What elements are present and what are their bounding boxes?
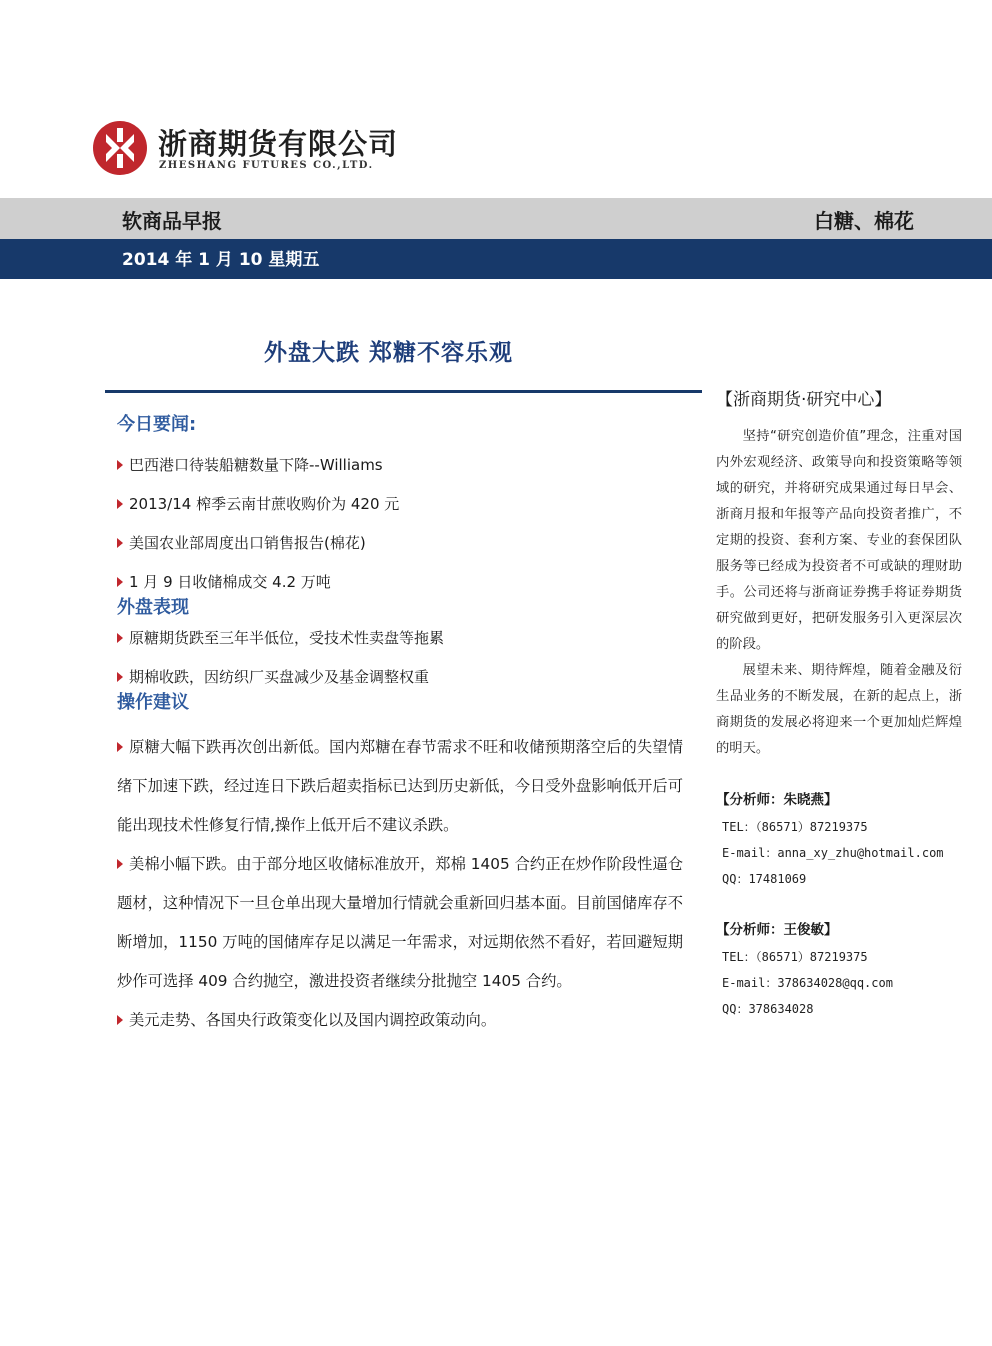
- news-item: 巴西港口待装船糖数量下降--Williams: [117, 454, 683, 476]
- sidebar: [716, 385, 962, 1022]
- headline-divider: [105, 390, 702, 393]
- analyst-card: [716, 788, 962, 892]
- external-item: 原糖期货跌至三年半低位，受技术性卖盘等拖累: [117, 627, 683, 649]
- advice-paragraph: 原糖大幅下跌再次创出新低。国内郑糖在春节需求不旺和收储预期落空后的失望情绪下加速下跌，经过连日下跌后超卖指标已达到历史新低，今日受外盘影响低开后可能出现技术性修复行情,操作上低开后不建议杀跌。: [117, 738, 683, 834]
- analyst-email[interactable]: E-mail：anna_xy_zhu@hotmail.com: [722, 846, 944, 860]
- external-section-title: 外盘表现: [117, 597, 189, 618]
- news-item: 1 月 9 日收储棉成交 4.2 万吨: [117, 571, 683, 593]
- analyst-card: [716, 918, 962, 1022]
- advice-paragraph: 美元走势、各国央行政策变化以及国内调控政策动向。: [117, 1001, 683, 1040]
- analyst-tel: TEL：（86571）87219375: [722, 820, 868, 834]
- analyst-email[interactable]: E-mail：378634028@qq.com: [722, 976, 893, 990]
- bullet-arrow-icon: [117, 742, 123, 752]
- bullet-arrow-icon: [117, 672, 123, 682]
- bullet-arrow-icon: [117, 577, 123, 587]
- company-name-cn: 浙商期货有限公司: [158, 127, 399, 161]
- bullet-arrow-icon: [117, 1015, 123, 1025]
- page-headline: 外盘大跌 郑糖不容乐观: [264, 340, 514, 366]
- research-center-paragraph: 展望未来、期待辉煌，随着金融及衍生品业务的不断发展，在新的起点上，浙商期货的发展必将迎来一个更加灿烂辉煌的明天。: [716, 663, 962, 756]
- research-center-title: 【浙商期货·研究中心】: [716, 390, 892, 410]
- bullet-arrow-icon: [117, 499, 123, 509]
- bullet-arrow-icon: [117, 460, 123, 470]
- report-type: 软商品早报: [122, 209, 222, 233]
- analyst-title: 【分析师：朱晓燕】: [716, 792, 838, 808]
- external-item: 期棉收跌，因纺织厂买盘减少及基金调整权重: [117, 666, 683, 688]
- analyst-tel: TEL：（86571）87219375: [722, 950, 868, 964]
- advice-paragraph: 美棉小幅下跌。由于部分地区收储标准放开，郑棉 1405 合约正在炒作阶段性逼仓题材，这种情况下一旦仓单出现大量增加行情就会重新回归基本面。目前国储库存不断增加，1150 万吨的国储库存足以满足一年需求，对远期依然不看好，若回避短期炒作可选择 409 合约抛空，激进投资者继续分批抛空 1405 合约。: [117, 855, 683, 990]
- research-center-paragraph: 坚持“研究创造价值”理念，注重对国内外宏观经济、政策导向和投资策略等领域的研究，并将研究成果通过每日早会、浙商月报和年报等产品向投资者推广，不定期的投资、套利方案、专业的套保团队服务等已经成为投资者不可或缺的理财助手。公司还将与浙商证券携手将证券期货研究做到更好，把研发服务引入更深层次的阶段。: [716, 429, 962, 652]
- report-date: 2014 年 1 月 10 星期五: [122, 250, 320, 270]
- news-item: 2013/14 榨季云南甘蔗收购价为 420 元: [117, 493, 683, 515]
- company-logo: [92, 120, 399, 180]
- bullet-arrow-icon: [117, 633, 123, 643]
- analyst-title: 【分析师：王俊敏】: [716, 922, 838, 938]
- main-content: [117, 410, 683, 1040]
- company-name-en: ZHESHANG FUTURES CO.,LTD.: [159, 160, 374, 171]
- bullet-arrow-icon: [117, 859, 123, 869]
- analyst-qq: QQ：17481069: [722, 872, 807, 886]
- advice-section-title: 操作建议: [117, 692, 189, 713]
- analyst-qq: QQ：378634028: [722, 1002, 814, 1016]
- bullet-arrow-icon: [117, 538, 123, 548]
- news-item: 美国农业部周度出口销售报告(棉花): [117, 532, 683, 554]
- report-products: 白糖、棉花: [814, 209, 914, 233]
- news-section-title: 今日要闻:: [117, 414, 197, 435]
- company-logo-icon: [92, 120, 148, 176]
